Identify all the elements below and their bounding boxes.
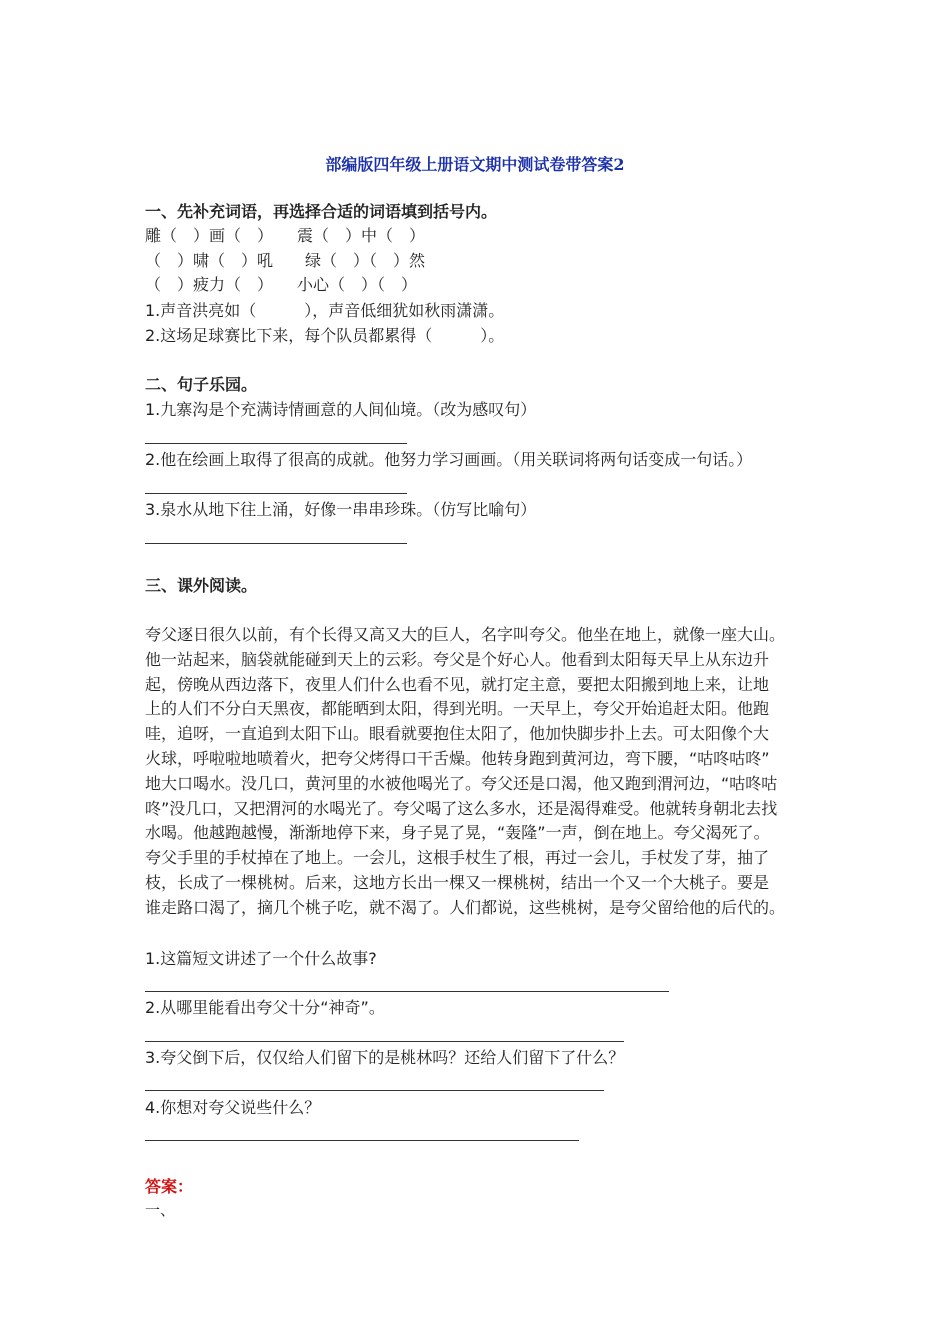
answer-line	[145, 443, 407, 444]
section2-question1: 1.九寨沟是个充满诗情画意的人间仙境。（改为感叹句）	[145, 400, 537, 419]
answer-line	[145, 1041, 624, 1042]
section2-heading: 二、句子乐园。	[145, 375, 258, 394]
passage-line: 上的人们不分白天黑夜，都能晒到太阳，得到光明。一天早上，夸父开始追赶太阳。他跑	[145, 699, 770, 719]
section1-row3: （ ）疲力（ ） 小心（ ）（ ）	[145, 275, 418, 294]
passage-line: 哇，追呀，一直追到太阳下山。眼看就要抱住太阳了，他加快脚步扑上去。可太阳像个大	[145, 724, 770, 744]
passage-line: 夸父手里的手杖掉在了地上。一会儿，这根手杖生了根，再过一会儿，手杖发了芽，抽了	[145, 848, 770, 868]
page-title: 部编版四年级上册语文期中测试卷带答案2	[325, 155, 625, 174]
section3-question1: 1.这篇短文讲述了一个什么故事?	[145, 949, 377, 968]
section3-heading: 三、课外阅读。	[145, 576, 258, 595]
section2-question3: 3.泉水从地下往上涌，好像一串串珍珠。（仿写比喻句）	[145, 500, 537, 519]
answer-line	[145, 991, 669, 992]
answer-label: 答案：	[145, 1177, 194, 1196]
passage-line: 火球，呼啦啦地喷着火，把夸父烤得口干舌燥。他转身跑到黄河边，弯下腰，“咕咚咕咚”	[145, 748, 770, 768]
passage-line: 夸父逐日很久以前，有个长得又高又大的巨人，名字叫夸父。他坐在地上，就像一座大山。	[145, 625, 786, 644]
passage-line: 地大口喝水。没几口，黄河里的水被他喝光了。夸父还是口渴，他又跑到渭河边，“咕咚咕	[145, 773, 778, 793]
passage-line: 咚”没几口，又把渭河的水喝光了。夸父喝了这么多水，还是渴得难受。他就转身朝北去找	[145, 798, 778, 818]
reading-passage	[145, 623, 815, 921]
section2-question2: 2.他在绘画上取得了很高的成就。他努力学习画画。（用关联词将两句话变成一句话。）	[145, 450, 753, 469]
section1-question2: 2.这场足球赛比下来，每个队员都累得（ ）。	[145, 326, 505, 345]
passage-line: 他一站起来，脑袋就能碰到天上的云彩。夸父是个好心人。他看到太阳每天早上从东边升	[145, 649, 770, 669]
answer-line	[145, 493, 407, 494]
passage-line: 水喝。他越跑越慢，渐渐地停下来，身子晃了晃，“轰隆”一声，倒在地上。夸父渴死了。	[145, 823, 770, 843]
section1-heading: 一、先补充词语，再选择合适的词语填到括号内。	[145, 202, 498, 221]
passage-line: 谁走路口渴了，摘几个桃子吃，就不渴了。人们都说，这些桃树，是夸父留给他的后代的。	[145, 897, 786, 917]
passage-line: 枝，长成了一棵桃树。后来，这地方长出一棵又一棵桃树，结出一个又一个大桃子。要是	[145, 872, 770, 892]
section1-row1: 雕（ ）画（ ） 震（ ）中（ ）	[145, 226, 426, 245]
section3-question2: 2.从哪里能看出夸父十分“神奇”。	[145, 998, 385, 1017]
answer-line	[145, 1090, 604, 1091]
section1-row2: （ ）啸（ ）吼 绿（ ）（ ）然	[145, 251, 426, 270]
passage-line: 起，傍晚从西边落下，夜里人们什么也看不见，就打定主意，要把太阳搬到地上来，让地	[145, 674, 770, 694]
section3-question4: 4.你想对夸父说些什么？	[145, 1098, 321, 1117]
section3-question3: 3.夸父倒下后，仅仅给人们留下的是桃林吗？还给人们留下了什么？	[145, 1048, 625, 1067]
section1-question1: 1.声音洪亮如（ ），声音低细犹如秋雨潇潇。	[145, 301, 505, 320]
answer-line	[145, 543, 407, 544]
answer-line	[145, 1140, 579, 1141]
answer-section1-marker: 一、	[145, 1201, 176, 1219]
